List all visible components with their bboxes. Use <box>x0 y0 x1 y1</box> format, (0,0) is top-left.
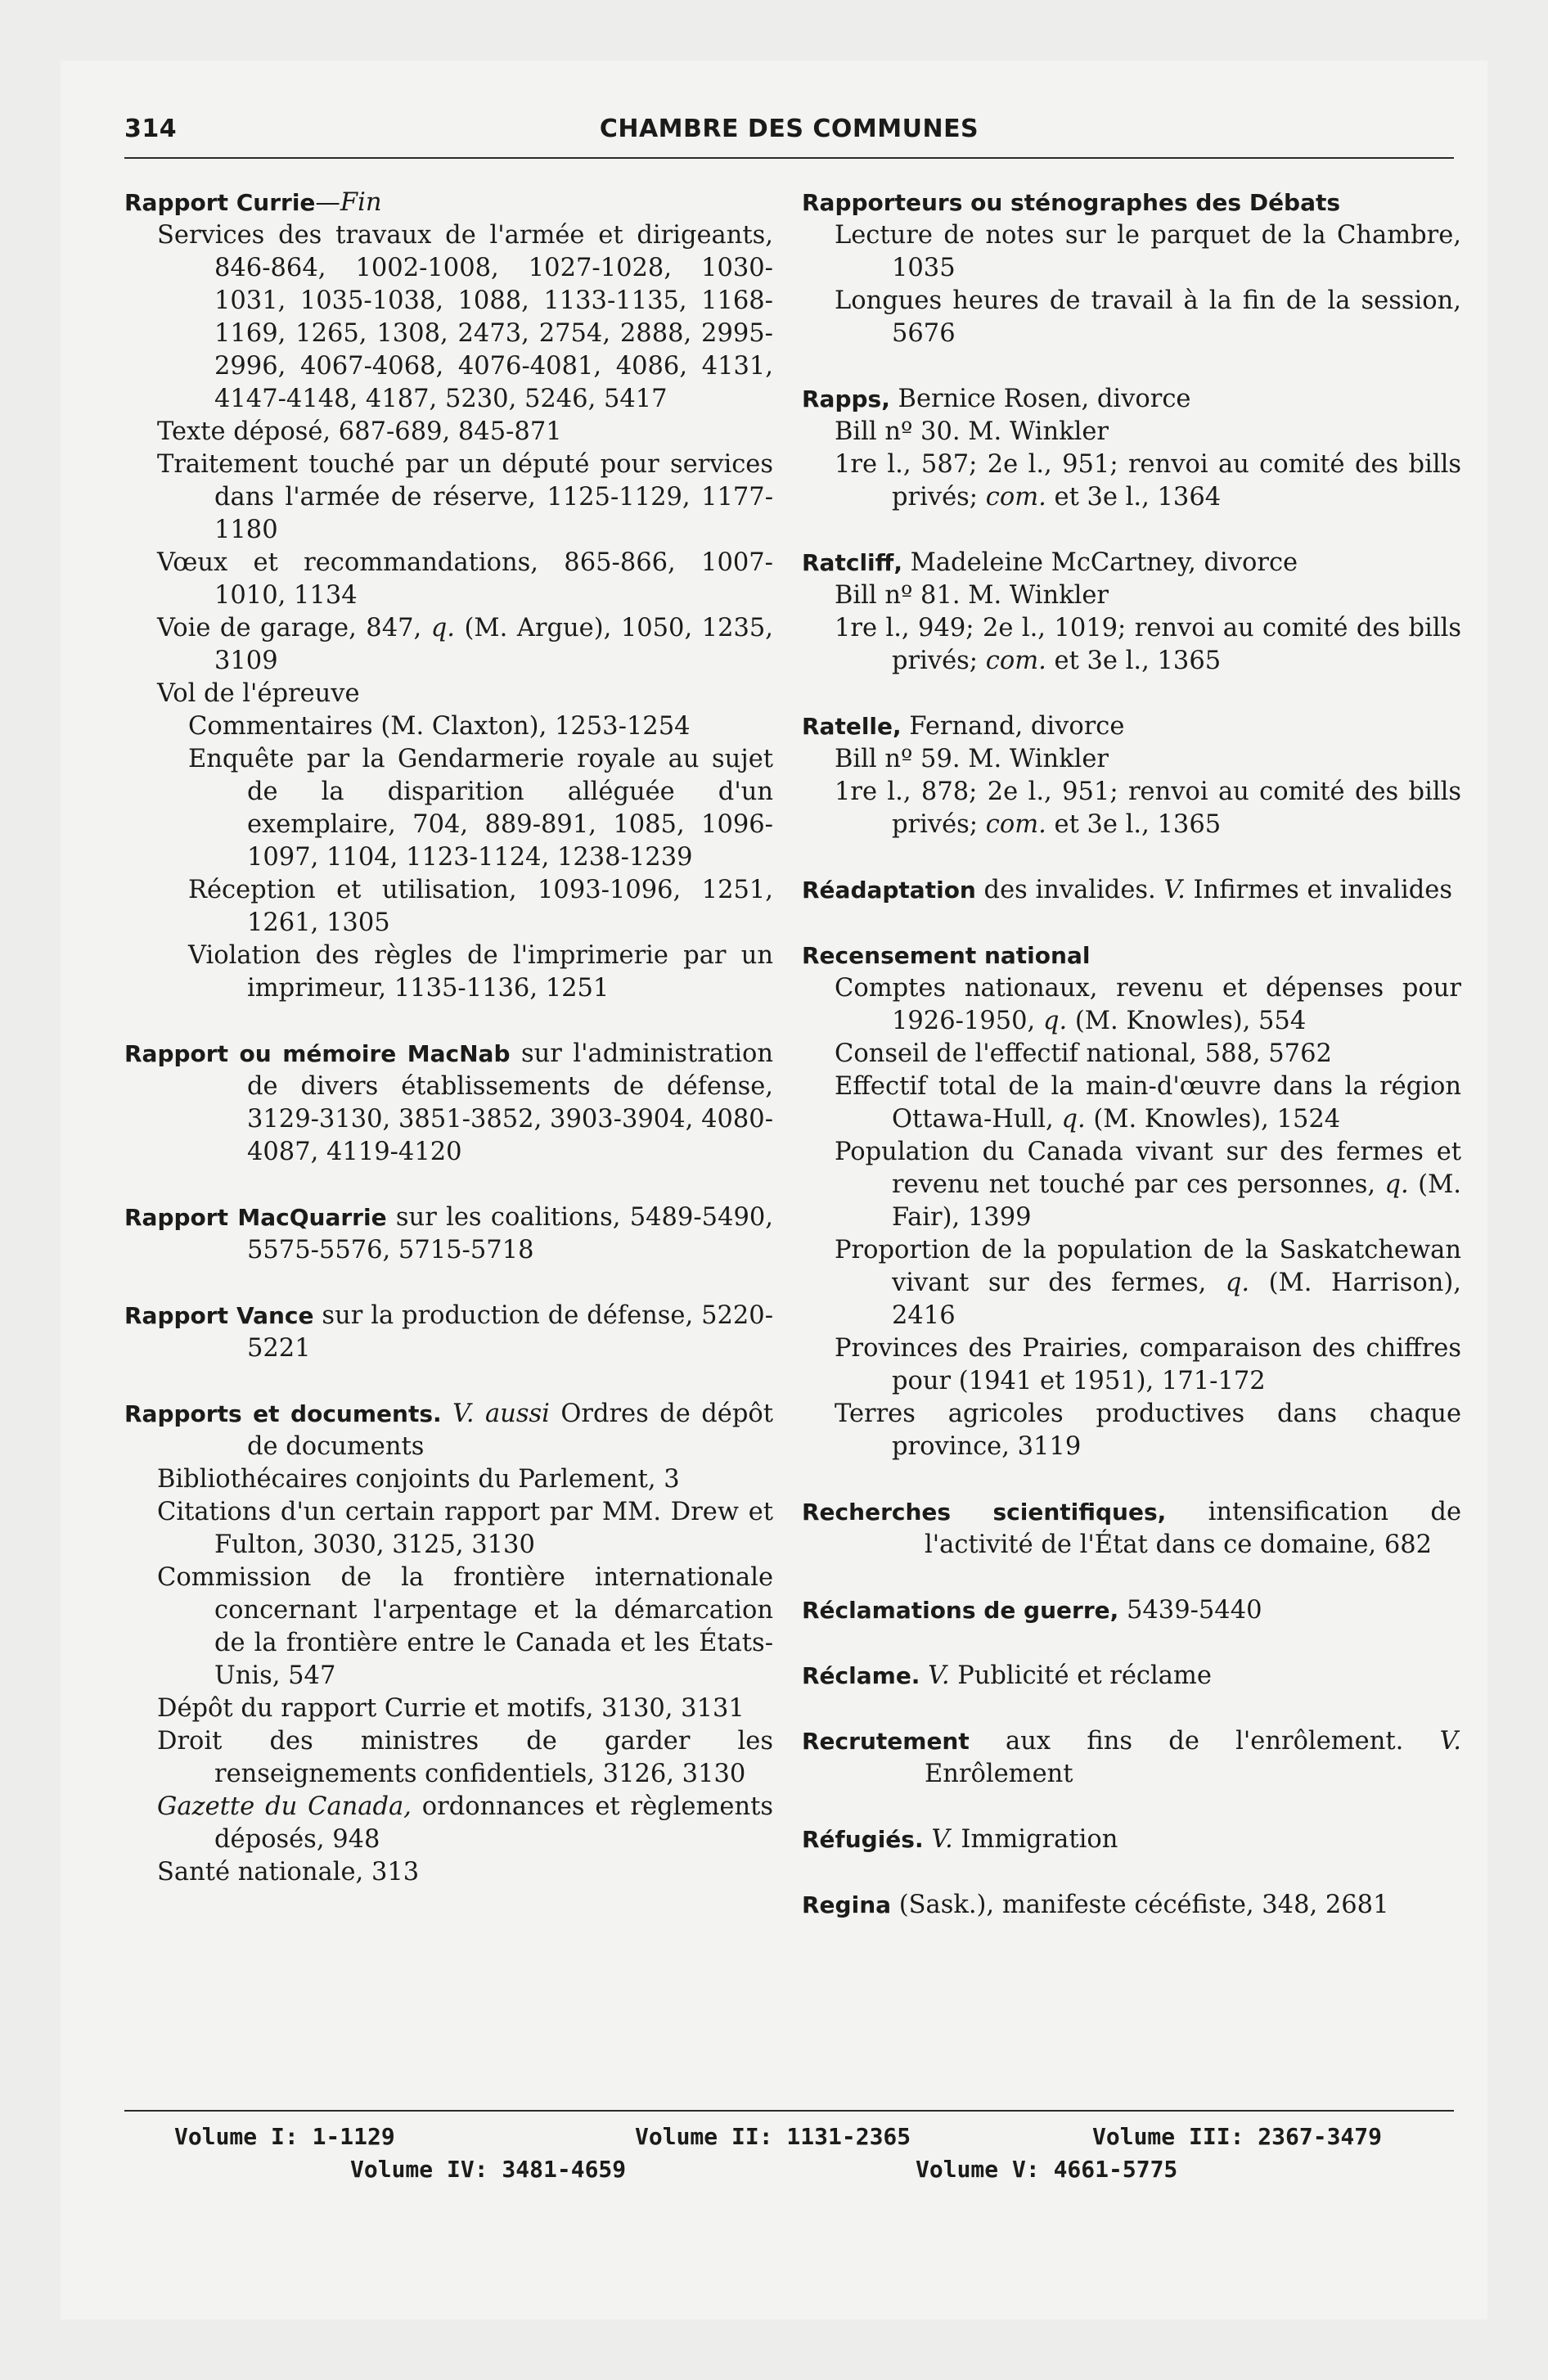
entry-heading: Rapport Currie <box>124 189 316 216</box>
entry-text: (M. Fair), 1399 <box>892 1170 1461 1232</box>
entry-text: Commentaires (M. Claxton), 1253-1254 <box>188 712 691 741</box>
index-subentry <box>124 678 773 710</box>
entry-text: Immigration <box>952 1825 1118 1854</box>
entry-italic: com. <box>985 483 1046 512</box>
index-entry <box>802 187 1461 219</box>
index-subentry <box>802 776 1461 841</box>
entry-text: Comptes nationaux, revenu et dépenses pour 1926-1950, <box>835 974 1461 1035</box>
footer-rule <box>124 2110 1454 2112</box>
entry-text: 1re l., 949; 2e l., 1019; renvoi au comité des bills privés; <box>835 614 1461 675</box>
entry-text: sur la production de défense, 5220-5221 <box>247 1301 773 1363</box>
index-subentry <box>124 1496 773 1562</box>
index-subentry <box>802 285 1461 350</box>
entry-heading: Recensement national <box>802 942 1091 969</box>
index-entry <box>124 1398 773 1463</box>
index-entry <box>802 1594 1461 1627</box>
index-entry <box>124 1201 773 1267</box>
entry-text: Réception et utilisation, 1093-1096, 1251, 1261, 1305 <box>188 876 773 937</box>
index-subentry <box>124 940 773 1005</box>
entry-text: Conseil de l'effectif national, 588, 5762 <box>835 1039 1332 1068</box>
entry-text: Vœux et recommandations, 865-866, 1007-1010, 1134 <box>157 548 773 610</box>
entry-text: sur l'administration de divers établissements de défense, 3129-3130, 3851-3852, 3903-3904, 4080-4087, 4119-4120 <box>247 1039 773 1166</box>
page-title: CHAMBRE DES COMMUNES <box>599 115 979 143</box>
entry-text: (M. Knowles), 554 <box>1067 1007 1307 1035</box>
volume-range-3: Volume III: 2367-3479 <box>1092 2123 1383 2150</box>
index-subentry <box>124 1791 773 1856</box>
entry-text: Population du Canada vivant sur des fermes et revenu net touché par ces personnes, <box>835 1138 1461 1199</box>
index-entry <box>802 1725 1461 1791</box>
index-entry <box>802 940 1461 972</box>
entry-italic: q. <box>1042 1007 1068 1035</box>
index-entry <box>124 1038 773 1169</box>
entry-text: Bill nº 59. M. Winkler <box>835 745 1109 773</box>
index-entry <box>124 187 773 219</box>
volume-range-4: Volume IV: 3481-4659 <box>350 2156 627 2183</box>
entry-text <box>920 1661 928 1690</box>
entry-italic: V. <box>1163 876 1186 904</box>
index-subentry <box>124 547 773 612</box>
index-entry <box>802 547 1461 579</box>
index-subentry <box>802 449 1461 514</box>
entry-text: Infirmes et invalides <box>1185 876 1452 904</box>
entry-text: et 3e l., 1364 <box>1046 483 1222 512</box>
index-column-left <box>124 187 773 1889</box>
index-entry <box>802 710 1461 743</box>
volume-range-1: Volume I: 1-1129 <box>174 2123 395 2150</box>
entry-text: Lecture de notes sur le parquet de la Chambre, 1035 <box>835 221 1461 282</box>
entry-heading: Recrutement <box>802 1728 970 1755</box>
entry-text: Droit des ministres de garder les renseignements confidentiels, 3126, 3130 <box>157 1727 773 1788</box>
entry-text: Vol de l'épreuve <box>157 679 360 708</box>
entry-heading: Réadaptation <box>802 877 976 904</box>
index-subentry <box>802 1234 1461 1332</box>
entry-text: (M. Argue), 1050, 1235, 3109 <box>214 614 773 675</box>
index-entry <box>802 1889 1461 1922</box>
index-subentry <box>124 743 773 874</box>
volume-range-2: Volume II: 1131-2365 <box>635 2123 911 2150</box>
entry-heading: Réclame. <box>802 1662 920 1689</box>
entry-text: 5439-5440 <box>1118 1596 1262 1625</box>
index-subentry <box>802 612 1461 678</box>
entry-heading: Rapporteurs ou sténographes des Débats <box>802 189 1341 216</box>
index-subentry <box>802 416 1461 449</box>
entry-italic: V. <box>931 1825 953 1854</box>
index-subentry <box>802 1398 1461 1463</box>
entry-heading: Réfugiés. <box>802 1826 924 1853</box>
index-entry <box>802 1823 1461 1856</box>
entry-heading: Recherches scientifiques, <box>802 1499 1167 1526</box>
entry-text: des invalides. <box>975 876 1164 904</box>
index-subentry <box>124 1693 773 1725</box>
entry-text: Bibliothécaires conjoints du Parlement, 3 <box>157 1465 680 1494</box>
entry-text: Citations d'un certain rapport par MM. Drew et Fulton, 3030, 3125, 3130 <box>157 1498 773 1559</box>
index-subentry <box>124 416 773 449</box>
entry-italic: q. <box>430 614 455 642</box>
index-subentry <box>802 972 1461 1038</box>
entry-text: 1re l., 587; 2e l., 951; renvoi au comité des bills privés; <box>835 450 1461 512</box>
entry-text: 1re l., 878; 2e l., 951; renvoi au comité des bills privés; <box>835 778 1461 839</box>
index-subentry <box>802 1136 1461 1234</box>
entry-italic: V. <box>928 1661 950 1690</box>
entry-text: aux fins de l'enrôlement. <box>969 1727 1440 1756</box>
entry-text: Voie de garage, 847, <box>157 614 431 642</box>
entry-text: Texte déposé, 687-689, 845-871 <box>157 417 562 446</box>
entry-text: — <box>315 188 340 217</box>
entry-heading: Réclamations de guerre, <box>802 1597 1119 1624</box>
entry-text: (M. Harrison), 2416 <box>892 1269 1461 1330</box>
index-subentry <box>124 219 773 416</box>
index-subentry <box>124 874 773 940</box>
entry-italic: Fin <box>340 188 382 217</box>
entry-text: et 3e l., 1365 <box>1046 810 1222 839</box>
entry-italic: q. <box>1384 1170 1409 1199</box>
running-header <box>124 115 1454 151</box>
entry-text: Bill nº 81. M. Winkler <box>835 581 1109 610</box>
entry-text: Bernice Rosen, divorce <box>889 385 1191 413</box>
entry-italic: com. <box>985 647 1046 675</box>
entry-text: Ordres de dépôt de documents <box>247 1400 773 1461</box>
entry-text: Proportion de la population de la Saskatchewan vivant sur des fermes, <box>835 1236 1461 1297</box>
entry-text: Madeleine McCartney, divorce <box>902 548 1298 577</box>
index-subentry <box>124 1463 773 1496</box>
entry-text: ordonnances et règlements déposés, 948 <box>214 1792 773 1854</box>
entry-text <box>442 1400 452 1428</box>
entry-text: Dépôt du rapport Currie et motifs, 3130, 3131 <box>157 1694 745 1723</box>
index-subentry <box>124 612 773 678</box>
entry-heading: Rapports et documents. <box>124 1400 442 1427</box>
entry-text: Bill nº 30. M. Winkler <box>835 417 1109 446</box>
entry-text: Commission de la frontière internationale concernant l'arpentage et la démarcation de la frontière entre le Canada et les États-Unis, 547 <box>157 1563 773 1690</box>
page-number: 314 <box>124 115 178 143</box>
entry-heading: Rapps, <box>802 385 890 412</box>
entry-heading: Rapport Vance <box>124 1302 314 1329</box>
index-subentry <box>802 579 1461 612</box>
index-subentry <box>802 1038 1461 1071</box>
entry-heading: Regina <box>802 1891 892 1918</box>
entry-italic: q. <box>1061 1105 1086 1134</box>
entry-text: Services des travaux de l'armée et dirigeants, 846-864, 1002-1008, 1027-1028, 1030-1031, 1035-1038, 1088, 1133-1135, 1168-1169, 1265, 1308, 2473, 2754, 2888, 2995-2996, 4067-4068, 4076-4081, 4086, 4131, 4147-4148, 4187, 5230, 5246, 5417 <box>157 221 773 413</box>
index-subentry <box>124 1562 773 1693</box>
entry-text: Violation des règles de l'imprimerie par un imprimeur, 1135-1136, 1251 <box>188 941 773 1003</box>
index-subentry <box>802 219 1461 285</box>
index-entry <box>802 1496 1461 1562</box>
index-subentry <box>802 743 1461 776</box>
entry-text: Fernand, divorce <box>901 712 1125 741</box>
entry-text: Effectif total de la main-d'œuvre dans la région Ottawa-Hull, <box>835 1072 1461 1134</box>
index-subentry <box>802 1332 1461 1398</box>
entry-text: Santé nationale, 313 <box>157 1858 420 1886</box>
index-entry <box>802 1660 1461 1693</box>
index-entry <box>802 874 1461 907</box>
entry-text: Traitement touché par un député pour services dans l'armée de réserve, 1125-1129, 1177-1180 <box>157 450 773 544</box>
entry-italic: q. <box>1225 1269 1250 1297</box>
entry-text: Enquête par la Gendarmerie royale au sujet de la disparition alléguée d'un exemplaire, 704, 889-891, 1085, 1096-1097, 1104, 1123-1124, 1238-1239 <box>188 745 773 872</box>
entry-text: Publicité et réclame <box>949 1661 1212 1690</box>
index-subentry <box>124 1856 773 1889</box>
entry-text: Longues heures de travail à la fin de la session, 5676 <box>835 286 1461 348</box>
index-column-right <box>802 187 1461 1922</box>
entry-text: (M. Knowles), 1524 <box>1085 1105 1341 1134</box>
entry-text: Provinces des Prairies, comparaison des chiffres pour (1941 et 1951), 171-172 <box>835 1334 1461 1395</box>
entry-text: Terres agricoles productives dans chaque province, 3119 <box>835 1400 1461 1461</box>
entry-heading: Ratcliff, <box>802 549 902 576</box>
entry-text: intensification de l'activité de l'État dans ce domaine, 682 <box>925 1498 1461 1559</box>
entry-text: et 3e l., 1365 <box>1046 647 1222 675</box>
entry-heading: Ratelle, <box>802 713 902 740</box>
entry-italic: V. <box>1439 1727 1461 1756</box>
index-subentry <box>124 449 773 547</box>
entry-heading: Rapport ou mémoire MacNab <box>124 1040 511 1067</box>
entry-text: sur les coalitions, 5489-5490, 5575-5576, 5715-5718 <box>247 1203 773 1264</box>
index-entry <box>124 1300 773 1365</box>
entry-text: Enrôlement <box>925 1760 1073 1788</box>
entry-italic: Gazette du Canada, <box>157 1792 412 1821</box>
volume-range-5: Volume V: 4661-5775 <box>916 2156 1178 2183</box>
entry-heading: Rapport MacQuarrie <box>124 1204 387 1231</box>
index-subentry <box>124 710 773 743</box>
index-subentry <box>124 1725 773 1791</box>
entry-text: (Sask.), manifeste cécéfiste, 348, 2681 <box>891 1891 1389 1919</box>
entry-italic: V. aussi <box>452 1400 550 1428</box>
entry-text <box>924 1825 932 1854</box>
index-entry <box>802 383 1461 416</box>
entry-italic: com. <box>985 810 1046 839</box>
index-subentry <box>802 1071 1461 1136</box>
header-rule <box>124 157 1454 159</box>
